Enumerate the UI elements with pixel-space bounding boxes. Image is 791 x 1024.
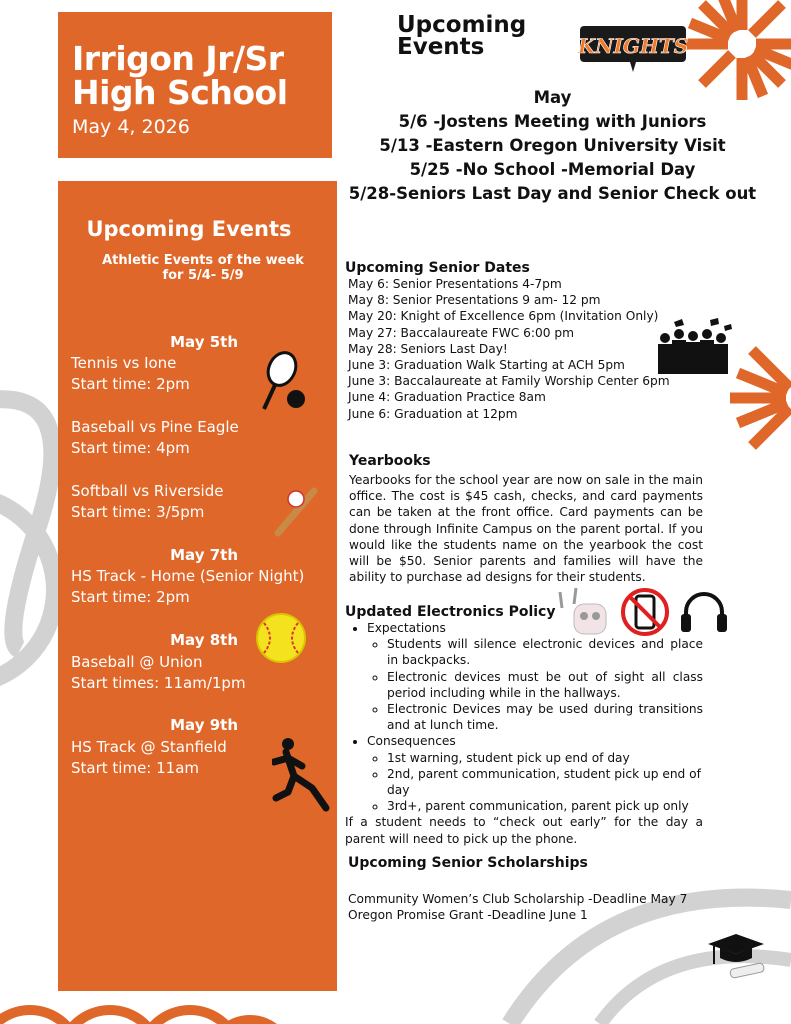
electronics-section: [345, 604, 703, 847]
list-item: ◦ Electronic devices must be out of sight all class period including while in the hallways.: [387, 669, 703, 701]
event-item: [71, 417, 331, 459]
senior-dates-section: [345, 260, 675, 422]
tennis-racket-icon: [258, 349, 314, 413]
list-item: ◦ Electronic Devices may be used during transitions and at lunch time.: [387, 701, 703, 733]
event-name: Softball vs Riverside: [71, 482, 224, 500]
orange-rings-bottom: [0, 1010, 290, 1024]
event-time: Start time: 2pm: [71, 588, 190, 606]
list-item: May 20: Knight of Excellence 6pm (Invitation Only): [348, 309, 659, 324]
expectations-label: Expectations: [367, 621, 446, 635]
softball-icon: [254, 611, 308, 665]
list-item: ◦ Students will silence electronic devices and place in backpacks.: [387, 636, 703, 668]
sidebar-subtitle: Athletic Events of the week for 5/4- 5/9: [102, 253, 304, 283]
scholarships-title: Upcoming Senior Scholarships: [348, 855, 588, 871]
list-item: May 28: Seniors Last Day!: [348, 341, 508, 356]
day-heading: May 9th: [170, 716, 238, 734]
list-item: May 6: Senior Presentations 4-7pm: [348, 277, 562, 291]
day-heading: May 5th: [170, 333, 238, 351]
knights-logo-graphic: [578, 22, 688, 72]
top-events-title: [397, 14, 547, 58]
event-name: Baseball vs Pine Eagle: [71, 418, 239, 436]
runner-icon: [272, 736, 336, 812]
electronics-title: Updated Electronics Policy: [345, 604, 556, 620]
baseball-bat-icon: [272, 485, 322, 539]
day-heading: May 7th: [170, 546, 238, 564]
list-item: May 27: Baccalaureate FWC 6:00 pm: [348, 325, 574, 340]
event-time: Start time: 3/5pm: [71, 503, 205, 521]
event-name: Baseball @ Union: [71, 653, 203, 671]
top-event-item: 5/25 -No School -Memorial Day: [409, 160, 696, 179]
top-event-item: 5/13 -Eastern Oregon University Visit: [379, 136, 726, 155]
list-item: [367, 733, 703, 814]
list-item: May 8: Senior Presentations 9 am- 12 pm: [348, 293, 601, 308]
athletics-sidebar: [58, 181, 337, 991]
graduation-cap-icon: [704, 930, 768, 986]
yearbooks-title: Yearbooks: [349, 453, 431, 469]
knights-logo: [578, 22, 688, 72]
newsletter-date: May 4, 2026: [72, 116, 190, 138]
senior-dates-title: Upcoming Senior Dates: [345, 260, 530, 276]
list-item: Oregon Promise Grant -Deadline June 1: [348, 908, 588, 923]
list-item: June 6: Graduation at 12pm: [348, 406, 518, 421]
event-name: HS Track - Home (Senior Night): [71, 567, 305, 585]
scholarships-list: [348, 891, 698, 923]
yearbooks-section: [349, 453, 703, 585]
no-phone-icon: [619, 586, 671, 638]
top-event-item: 5/28-Seniors Last Day and Senior Check out: [348, 184, 757, 203]
list-item: June 3: Graduation Walk Starting at ACH 5pm: [348, 358, 625, 373]
sidebar-title: Upcoming Events: [86, 217, 292, 241]
graduates-icon: [654, 318, 734, 374]
list-item: ◦ 2nd, parent communication, student pick up end of day: [387, 766, 703, 798]
school-header-box: [58, 12, 332, 158]
electronics-note: If a student needs to “check out early” for the day a parent will need to pick up the phone.: [345, 815, 703, 846]
event-time: Start time: 4pm: [71, 439, 190, 457]
senior-dates-list: [345, 276, 675, 422]
earbuds-icon: [554, 586, 610, 638]
knights-logo-text: KNIGHTS: [578, 34, 688, 58]
event-name: HS Track @ Stanfield: [71, 738, 227, 756]
list-item: ◦ 1st warning, student pick up end of day: [387, 750, 703, 766]
event-time: Start time: 2pm: [71, 375, 190, 393]
list-item: ◦ 3rd+, parent communication, parent pick up only: [387, 798, 703, 814]
yearbooks-body: Yearbooks for the school year are now on sale in the main office. The cost is $45 cash, checks, and card payments can be taken at the front office. Card payments can be done through Infinite Campus on the parent portal. If you would like the students name on the yearbook the cost will be $50. Senior parents and families will have the ability to purchase ad designs for their students.: [349, 473, 703, 585]
scholarships-section: [348, 855, 698, 923]
consequences-label: Consequences: [367, 734, 456, 749]
top-events-title-text: Upcoming Events: [397, 12, 527, 60]
electronics-list: [345, 620, 703, 847]
headphones-icon: [678, 586, 730, 636]
list-item: Community Women’s Club Scholarship -Deadline May 7: [348, 892, 688, 906]
list-item: June 3: Baccalaureate at Family Worship Center 6pm: [348, 374, 670, 389]
top-events-list: [345, 86, 760, 206]
event-name: Tennis vs Ione: [71, 354, 177, 372]
event-time: Start times: 11am/1pm: [71, 674, 246, 692]
list-item: June 4: Graduation Practice 8am: [348, 390, 546, 405]
school-name: Irrigon Jr/Sr High School: [72, 39, 288, 112]
event-time: Start time: 11am: [71, 759, 200, 777]
orange-burst-right: [730, 338, 791, 458]
orange-burst-top: [686, 0, 791, 100]
day-heading: May 8th: [170, 631, 238, 649]
top-event-item: 5/6 -Jostens Meeting with Juniors: [398, 112, 707, 131]
event-item: [71, 566, 331, 608]
top-events-month: May: [533, 88, 572, 107]
